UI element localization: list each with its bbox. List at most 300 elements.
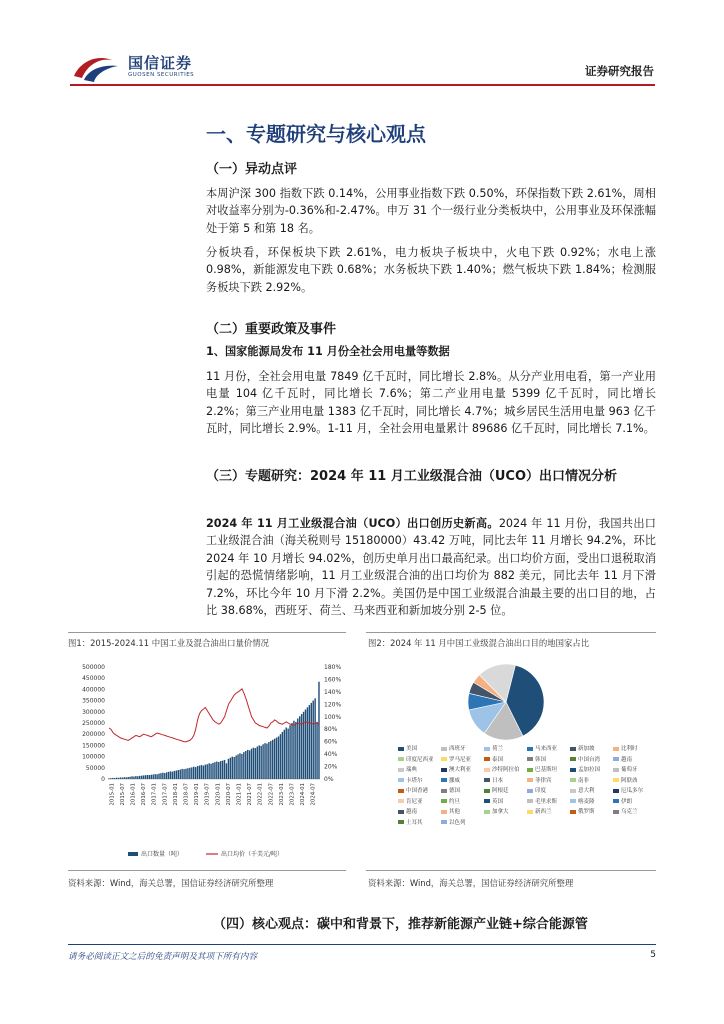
bar bbox=[276, 738, 277, 779]
legend-swatch bbox=[613, 799, 619, 803]
x-tick-label: 2019-07 bbox=[204, 783, 211, 806]
bar bbox=[307, 707, 308, 779]
legend-label: 以色列 bbox=[449, 819, 466, 826]
y-left-tick-label: 500000 bbox=[82, 664, 105, 671]
fig1-chart bbox=[66, 655, 352, 903]
legend-label: 罗马尼亚 bbox=[449, 756, 472, 763]
bar bbox=[203, 766, 204, 779]
legend-item bbox=[527, 755, 546, 763]
legend-swatch bbox=[484, 789, 490, 793]
legend-swatch bbox=[398, 789, 404, 793]
bar bbox=[241, 754, 242, 779]
legend-item bbox=[484, 755, 503, 763]
x-tick-label: 2021-01 bbox=[236, 783, 243, 806]
legend-swatch bbox=[527, 747, 533, 751]
fig2-caption: 图2：2024 年 11 月中国工业级混合油出口目的地国家占比 bbox=[368, 638, 590, 648]
bar bbox=[197, 766, 198, 779]
bar bbox=[289, 725, 290, 779]
y-left-tick-label: 350000 bbox=[82, 697, 105, 705]
y-right-tick-label: 0% bbox=[324, 776, 334, 783]
bar bbox=[280, 734, 281, 779]
y-right-tick-label: 160% bbox=[324, 676, 342, 684]
legend-label: 英国 bbox=[492, 798, 504, 805]
legend-label: 中国台湾 bbox=[578, 756, 601, 763]
legend-item bbox=[484, 744, 503, 752]
bar bbox=[135, 776, 136, 779]
legend-swatch bbox=[613, 810, 619, 814]
bar bbox=[233, 757, 234, 779]
legend-item bbox=[398, 797, 423, 805]
fig2-bottom-rule bbox=[366, 870, 656, 871]
legend-item bbox=[441, 776, 460, 784]
legend-item bbox=[441, 786, 460, 794]
x-tick-label: 2020-01 bbox=[215, 783, 222, 806]
legend-label: 新西兰 bbox=[535, 809, 552, 815]
logo-text-en: GUOSEN SECURITIES bbox=[128, 72, 195, 78]
fig2-pie-chart bbox=[440, 660, 610, 750]
x-tick-label: 2023-01 bbox=[278, 783, 285, 806]
bar bbox=[160, 773, 161, 779]
legend-item bbox=[570, 755, 600, 763]
legend-label: 西班牙 bbox=[449, 746, 466, 752]
bar bbox=[141, 776, 142, 779]
bar bbox=[220, 761, 221, 779]
bar bbox=[139, 776, 140, 779]
legend-label: 挪威 bbox=[449, 777, 461, 784]
bar bbox=[199, 766, 200, 779]
x-tick-label: 2023-07 bbox=[289, 783, 296, 806]
sub-heading-3: （三）专题研究：2024 年 11 月工业级混合油（UCO）出口情况分析 bbox=[206, 469, 617, 484]
legend-label: 泰国 bbox=[492, 756, 504, 763]
bar bbox=[239, 753, 240, 779]
bar bbox=[174, 771, 175, 779]
bar bbox=[118, 778, 119, 779]
bar bbox=[112, 778, 113, 779]
bar bbox=[108, 778, 109, 779]
legend-label: 菲律宾 bbox=[535, 777, 552, 784]
bar bbox=[189, 768, 190, 779]
legend-swatch bbox=[527, 799, 533, 803]
bar bbox=[216, 762, 217, 779]
bar bbox=[278, 736, 279, 779]
y-right-tick-label: 180% bbox=[324, 664, 342, 671]
bar bbox=[208, 763, 209, 779]
bar bbox=[176, 770, 177, 779]
legend-item bbox=[570, 744, 595, 752]
legend-swatch bbox=[570, 757, 576, 761]
legend-item bbox=[398, 818, 423, 826]
bar bbox=[268, 742, 269, 779]
y-left-tick-label: 150000 bbox=[82, 742, 105, 750]
bar bbox=[147, 775, 148, 779]
bar bbox=[303, 712, 304, 779]
x-tick-label: 2018-01 bbox=[172, 783, 179, 806]
bar bbox=[151, 775, 152, 779]
legend-item bbox=[613, 755, 632, 763]
legend-swatch bbox=[398, 820, 404, 824]
bar bbox=[297, 719, 298, 779]
bar bbox=[193, 767, 194, 779]
bar bbox=[270, 741, 271, 779]
legend-swatch bbox=[441, 768, 447, 772]
legend-label: 阿联酋 bbox=[621, 777, 638, 784]
legend-item bbox=[527, 765, 557, 773]
legend-item bbox=[398, 776, 423, 784]
bar bbox=[122, 778, 123, 779]
footer-disclaimer: 请务必阅读正文之后的免责声明及其项下所有内容 bbox=[68, 952, 258, 962]
y-left-tick-label: 300000 bbox=[82, 708, 105, 716]
legend-swatch bbox=[398, 747, 404, 751]
bar bbox=[153, 775, 154, 779]
legend-label: 越南 bbox=[621, 756, 633, 763]
bar bbox=[314, 698, 315, 779]
legend-label: 意大利 bbox=[578, 788, 595, 794]
paragraph-index: 本周沪深 300 指数下跌 0.14%，公用事业指数下跌 0.50%，环保指数下跌 2.61%，周相对收益率分别为-0.36%和-2.47%。申万 31 个一级行业分类板块中，公用事业及环保涨幅处于第 5 和第 18 名。 bbox=[206, 187, 656, 235]
legend-label: 俄罗斯 bbox=[578, 809, 595, 815]
bar bbox=[287, 729, 288, 779]
bar bbox=[264, 743, 265, 779]
bar bbox=[158, 774, 159, 779]
legend-swatch bbox=[527, 810, 533, 814]
x-tick-label: 2024-01 bbox=[300, 783, 307, 806]
bar bbox=[164, 773, 165, 779]
legend-swatch bbox=[484, 778, 490, 782]
bar bbox=[178, 770, 179, 779]
legend-item bbox=[484, 786, 509, 794]
bar bbox=[262, 744, 263, 779]
sub-heading-1: （一）异动点评 bbox=[206, 162, 298, 177]
legend-item bbox=[484, 807, 509, 815]
item-heading: 1、国家能源局发布 11 月份全社会用电量等数据 bbox=[206, 345, 450, 358]
legend-item bbox=[441, 765, 471, 773]
legend-swatch bbox=[527, 778, 533, 782]
x-tick-label: 2020-07 bbox=[225, 783, 232, 806]
legend-swatch bbox=[527, 757, 533, 761]
legend-label: 德国 bbox=[449, 788, 461, 794]
bar bbox=[205, 765, 206, 779]
legend-item bbox=[398, 807, 417, 815]
legend-swatch bbox=[441, 747, 447, 751]
y-right-tick-label: 60% bbox=[324, 738, 338, 746]
paragraph-uco bbox=[206, 515, 656, 619]
legend-item bbox=[613, 744, 638, 752]
bar bbox=[156, 774, 157, 779]
legend-item bbox=[570, 765, 600, 773]
fig2-top-rule bbox=[366, 632, 656, 633]
y-right-tick-label: 140% bbox=[324, 688, 342, 696]
legend-item bbox=[441, 744, 466, 752]
bar bbox=[195, 767, 196, 779]
bar bbox=[114, 778, 115, 779]
bar bbox=[133, 777, 134, 779]
legend-swatch bbox=[570, 768, 576, 772]
bar bbox=[318, 682, 319, 779]
bar bbox=[224, 760, 225, 779]
bar bbox=[230, 758, 231, 779]
bar bbox=[129, 777, 130, 779]
bar bbox=[284, 730, 285, 779]
bar bbox=[243, 752, 244, 779]
legend-item bbox=[441, 818, 466, 826]
y-left-tick-label: 450000 bbox=[82, 675, 105, 683]
bar bbox=[172, 772, 173, 779]
bar bbox=[295, 722, 296, 779]
bar bbox=[293, 721, 294, 779]
legend-bar-label: 出口数量（吨） bbox=[141, 851, 184, 858]
bar bbox=[228, 759, 229, 779]
paragraph-electricity: 11 月份，全社会用电量 7849 亿千瓦时，同比增长 2.8%。从分产业用电看，第一产业用电量 104 亿千瓦时，同比增长 7.6%；第二产业用电量 5399 亿千瓦时，同比增长 2.2%；第三产业用电量 1383 亿千瓦时，同比增长 4.7%；城乡居民生活用电量 963 亿千瓦时，同比增长 2.9%。1-11 月，全社会用电量累计 89686 亿千瓦时，同比增长 7.1%。 bbox=[206, 370, 656, 436]
legend-swatch bbox=[441, 810, 447, 814]
paragraph-sectors: 分板块看，环保板块下跌 2.61%，电力板块子板块中，火电下跌 0.92%；水电上涨 0.98%，新能源发电下跌 0.68%；水务板块下跌 1.40%；燃气板块下跌 1.84%；检测服务板块下跌 2.92%。 bbox=[206, 246, 656, 294]
bar bbox=[181, 769, 182, 779]
legend-swatch bbox=[398, 768, 404, 772]
bar bbox=[124, 777, 125, 779]
logo-text-cn: 国信证券 bbox=[128, 54, 193, 72]
legend-label: 中国香港 bbox=[406, 788, 429, 794]
x-tick-label: 2018-07 bbox=[183, 783, 190, 806]
x-tick-label: 2017-01 bbox=[151, 783, 158, 806]
x-tick-label: 2022-07 bbox=[268, 783, 275, 806]
bar bbox=[214, 762, 215, 779]
bar bbox=[305, 710, 306, 779]
bar bbox=[187, 768, 188, 779]
bar bbox=[255, 748, 256, 779]
bar bbox=[235, 755, 236, 779]
y-left-tick-label: 50000 bbox=[85, 764, 105, 772]
legend-swatch bbox=[484, 757, 490, 761]
x-tick-label: 2021-07 bbox=[247, 783, 254, 806]
logo bbox=[70, 52, 210, 86]
x-tick-label: 2017-07 bbox=[162, 783, 169, 806]
fig1-source: 资料来源：Wind，海关总署，国信证券经济研究所整理 bbox=[68, 878, 274, 888]
legend-item bbox=[613, 765, 638, 773]
bar bbox=[237, 754, 238, 779]
legend-swatch bbox=[398, 799, 404, 803]
legend-label: 土耳其 bbox=[406, 819, 423, 826]
bar bbox=[183, 769, 184, 779]
x-tick-label: 2015-01 bbox=[109, 783, 116, 806]
bar bbox=[212, 763, 213, 779]
legend-label: 日本 bbox=[492, 777, 504, 784]
bar bbox=[226, 763, 227, 779]
bar bbox=[191, 767, 192, 779]
y-left-tick-label: 0 bbox=[101, 776, 105, 783]
legend-swatch bbox=[441, 820, 447, 824]
bar bbox=[312, 701, 313, 779]
legend-label: 加拿大 bbox=[492, 809, 509, 815]
legend-label: 印度尼西亚 bbox=[406, 756, 434, 763]
legend-label: 南非 bbox=[578, 777, 590, 784]
legend-label: 印度 bbox=[535, 788, 547, 794]
sub-heading-2: （二）重要政策及事件 bbox=[206, 322, 337, 337]
legend-swatch bbox=[484, 810, 490, 814]
legend-label: 肯尼亚 bbox=[406, 798, 423, 805]
bar bbox=[260, 746, 261, 779]
legend-swatch bbox=[570, 789, 576, 793]
section-title: 一、专题研究与核心观点 bbox=[206, 122, 426, 146]
fig1-bottom-rule bbox=[68, 870, 346, 871]
legend-swatch bbox=[398, 757, 404, 761]
fig1-top-rule bbox=[68, 632, 346, 633]
bar bbox=[282, 732, 283, 779]
legend-label: 毛里求斯 bbox=[535, 798, 558, 805]
legend-item bbox=[527, 776, 552, 784]
legend-swatch bbox=[398, 810, 404, 814]
fig2-legend bbox=[398, 744, 658, 854]
legend-item bbox=[398, 765, 417, 773]
y-right-tick-label: 120% bbox=[324, 701, 342, 709]
x-tick-label: 2016-07 bbox=[141, 783, 148, 806]
legend-label: 喀麦隆 bbox=[578, 798, 595, 805]
bar bbox=[206, 764, 207, 779]
legend-line-label: 出口均价（千美元/吨） bbox=[221, 851, 284, 858]
bar bbox=[137, 776, 138, 779]
legend-label: 澳大利亚 bbox=[449, 767, 472, 773]
bar bbox=[168, 772, 169, 779]
legend-swatch bbox=[484, 799, 490, 803]
bar bbox=[251, 749, 252, 779]
bar bbox=[291, 723, 292, 779]
legend-bar-swatch bbox=[128, 852, 138, 856]
legend-item bbox=[527, 744, 557, 752]
x-tick-label: 2022-01 bbox=[257, 783, 264, 806]
y-left-tick-label: 400000 bbox=[82, 686, 105, 694]
bar bbox=[245, 751, 246, 779]
legend-label: 厄瓜多尔 bbox=[621, 788, 644, 794]
legend-label: 阿根廷 bbox=[492, 788, 509, 794]
bar bbox=[154, 774, 155, 779]
legend-item bbox=[398, 755, 434, 763]
x-tick-label: 2016-01 bbox=[130, 783, 137, 806]
legend-swatch bbox=[570, 810, 576, 814]
bar bbox=[116, 778, 117, 779]
fig2-source: 资料来源：Wind，海关总署，国信证券经济研究所整理 bbox=[368, 878, 574, 888]
bar bbox=[274, 739, 275, 779]
y-left-tick-label: 250000 bbox=[82, 720, 105, 727]
footer-rule bbox=[68, 944, 656, 945]
paragraph-uco-lead: 2024 年 11 月工业级混合油（UCO）出口创历史新高。 bbox=[206, 517, 499, 530]
legend-label: 伊朗 bbox=[621, 798, 633, 805]
header bbox=[0, 0, 724, 90]
bar bbox=[120, 777, 121, 779]
legend-label: 比利时 bbox=[621, 746, 638, 752]
bar bbox=[127, 777, 128, 779]
bar bbox=[131, 776, 132, 779]
bar bbox=[162, 773, 163, 779]
legend-swatch bbox=[441, 778, 447, 782]
bar bbox=[286, 727, 287, 779]
legend-label: 巴基斯坦 bbox=[535, 767, 558, 773]
x-tick-label: 2015-07 bbox=[119, 783, 126, 806]
bar bbox=[170, 771, 171, 779]
fig1-caption: 图1：2015-2024.11 中国工业及混合油出口量价情况 bbox=[68, 638, 269, 648]
legend-label: 卡塔尔 bbox=[406, 777, 423, 784]
bar bbox=[185, 769, 186, 779]
legend-label: 孟加拉国 bbox=[578, 767, 601, 773]
legend-item bbox=[613, 807, 638, 815]
legend-swatch bbox=[441, 757, 447, 761]
legend-swatch bbox=[570, 747, 576, 751]
legend-swatch bbox=[613, 768, 619, 772]
legend-swatch bbox=[613, 789, 619, 793]
legend-item bbox=[527, 797, 557, 805]
bar bbox=[166, 772, 167, 779]
legend-swatch bbox=[484, 747, 490, 751]
legend-swatch bbox=[441, 799, 447, 803]
bar bbox=[149, 775, 150, 779]
legend-item bbox=[570, 776, 589, 784]
legend-item bbox=[570, 786, 595, 794]
legend-label: 瑞典 bbox=[406, 767, 418, 773]
logo-mark-icon bbox=[70, 52, 122, 82]
legend-swatch bbox=[527, 768, 533, 772]
legend-item bbox=[613, 776, 638, 784]
legend-swatch bbox=[398, 778, 404, 782]
bar bbox=[247, 750, 248, 779]
bar bbox=[222, 761, 223, 779]
sub-heading-4: （四）核心观点：碳中和背景下，推荐新能源产业链+综合能源管 bbox=[213, 917, 588, 932]
legend-swatch bbox=[570, 799, 576, 803]
legend-item bbox=[441, 755, 471, 763]
y-left-tick-label: 100000 bbox=[82, 753, 105, 761]
page-number: 5 bbox=[650, 950, 656, 960]
x-tick-label: 2019-01 bbox=[194, 783, 201, 806]
legend-swatch bbox=[613, 778, 619, 782]
legend-label: 越南 bbox=[406, 809, 418, 815]
legend-label: 乌克兰 bbox=[621, 809, 638, 815]
y-left-tick-label: 200000 bbox=[82, 731, 105, 739]
legend-swatch bbox=[613, 747, 619, 751]
bar bbox=[316, 722, 317, 779]
bar bbox=[232, 757, 233, 779]
header-divider bbox=[70, 84, 655, 86]
legend-label: 韩国 bbox=[535, 756, 547, 763]
bar bbox=[110, 778, 111, 779]
x-tick-label: 2024-07 bbox=[310, 783, 317, 806]
bar bbox=[145, 775, 146, 779]
paragraph-uco-body: 2024 年 11 月份，我国共出口工业级混合油（海关税则号 15180000）43.42 万吨，同比去年 11 月增长 94.2%，环比 2024 年 10 月增长 94.02%，创历史单月出口最高纪录。出口均价方面，受出口退税取消引起的恐慌情绪影响，11 月工业级混合油的出口均价为 882 美元，同比去年 11 月下滑 7.2%，环比今年 10 月下滑 2.2%。美国仍是中国工业级混合油最主要的出口目的地，占比 38.68%，西班牙、荷兰、马来西亚和新加坡分别 2-5 位。 bbox=[206, 517, 656, 618]
legend-label: 美国 bbox=[406, 746, 418, 752]
bar bbox=[218, 762, 219, 779]
legend-item bbox=[527, 807, 552, 815]
legend-item bbox=[570, 807, 595, 815]
legend-swatch bbox=[484, 768, 490, 772]
bar bbox=[311, 703, 312, 779]
y-right-tick-label: 100% bbox=[324, 713, 342, 721]
bar bbox=[201, 765, 202, 779]
legend-item bbox=[527, 786, 546, 794]
legend-label: 新加坡 bbox=[578, 746, 595, 752]
legend-label: 其他 bbox=[449, 809, 461, 815]
legend-swatch bbox=[441, 789, 447, 793]
bar bbox=[259, 745, 260, 779]
legend-item bbox=[484, 765, 520, 773]
legend-item bbox=[570, 797, 595, 805]
legend-item bbox=[484, 776, 503, 784]
bar bbox=[266, 744, 267, 779]
legend-swatch bbox=[613, 757, 619, 761]
bar bbox=[299, 716, 300, 779]
legend-label: 葡萄牙 bbox=[621, 767, 638, 773]
legend-swatch bbox=[527, 789, 533, 793]
legend-item bbox=[613, 786, 643, 794]
bar bbox=[272, 740, 273, 779]
legend-item bbox=[398, 786, 428, 794]
y-right-tick-label: 20% bbox=[324, 763, 338, 771]
legend-item bbox=[441, 797, 460, 805]
legend-label: 荷兰 bbox=[492, 746, 504, 752]
legend-item bbox=[613, 797, 632, 805]
